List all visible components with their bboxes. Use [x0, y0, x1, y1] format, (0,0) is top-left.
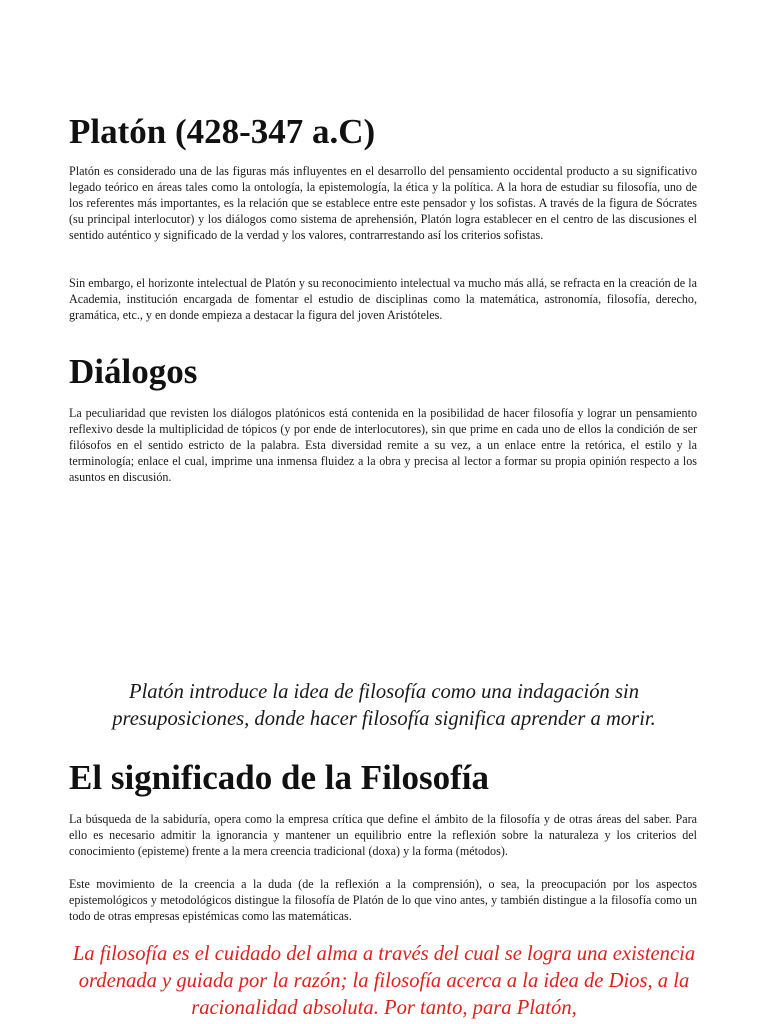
section-title-platon: Platón (428-347 a.C)	[69, 112, 376, 151]
section-title-dialogos: Diálogos	[69, 352, 198, 391]
pull-quote-red: La filosofía es el cuidado del alma a través del cual se logra una existencia ordenada y guiada por la razón; la filosofía acerca a la idea de Dios, a la racionalidad absoluta. Por tanto, para Platón,	[72, 943, 696, 1019]
section-title-significado: El significado de la Filosofía	[69, 758, 490, 797]
paragraph-dialogos: La peculiaridad que revisten los diálogos platónicos está contenida en la posibilidad de hacer filosofía y lograr un pensamiento reflexivo desde la multiplicidad de tópicos (y por ende de interlocutores), sin que prime en cada uno de ellos la condición de ser filósofos en el sentido estricto de la palabra. Esta diversidad remite a su vez, a un enlace entre la retórica, el estilo y la terminología; enlace el cual, imprime una inmensa fluidez a la obra y precisa al lector a formar su propia opinión respecto a los asuntos en discusión.	[69, 406, 697, 484]
paragraph-platon-intro: Platón es considerado una de las figuras más influyentes en el desarrollo del pensamiento occidental producto a su significativo legado teórico en áreas tales como la ontología, la epistemología, la ética y la política. A la hora de estudiar su filosofía, uno de los referentes más importantes, es la relación que se establece entre este pensador y los sofistas. A través de la figura de Sócrates (su principal interlocutor) y los diálogos como sistema de aprehensión, Platón logra establecer en el centro de las discusiones el sentido auténtico y significado de la verdad y los valores, contrarrestando así los criterios sofistas.	[69, 164, 697, 242]
pull-quote-dialogos: Platón introduce la idea de filosofía como una indagación sin presuposiciones, donde hacer filosofía significa aprender a morir.	[112, 681, 656, 730]
paragraph-significado-movimiento: Este movimiento de la creencia a la duda (de la reflexión a la comprensión), o sea, la preocupación por los aspectos epistemológicos y metodológicos distingue la filosofía de Platón de lo que vino antes, y también distingue a la filosofía como un todo de otras empresas epistémicas como las matemáticas.	[69, 877, 697, 923]
paragraph-significado-busqueda: La búsqueda de la sabiduría, opera como la empresa crítica que define el ámbito de la filosofía y de otras áreas del saber. Para ello es necesario admitir la ignorancia y mantener un equilibrio entre la reflexión sobre la naturaleza y los criterios del conocimiento (episteme) frente a la mera creencia tradicional (doxa) y la forma (métodos).	[69, 812, 697, 858]
paragraph-platon-academia: Sin embargo, el horizonte intelectual de Platón y su reconocimiento intelectual va mucho más allá, se refracta en la creación de la Academia, institución encargada de fomentar el estudio de disciplinas como la matemática, astronomía, filosofía, derecho, gramática, etc., y en donde empieza a destacar la figura del joven Aristóteles.	[69, 276, 697, 322]
